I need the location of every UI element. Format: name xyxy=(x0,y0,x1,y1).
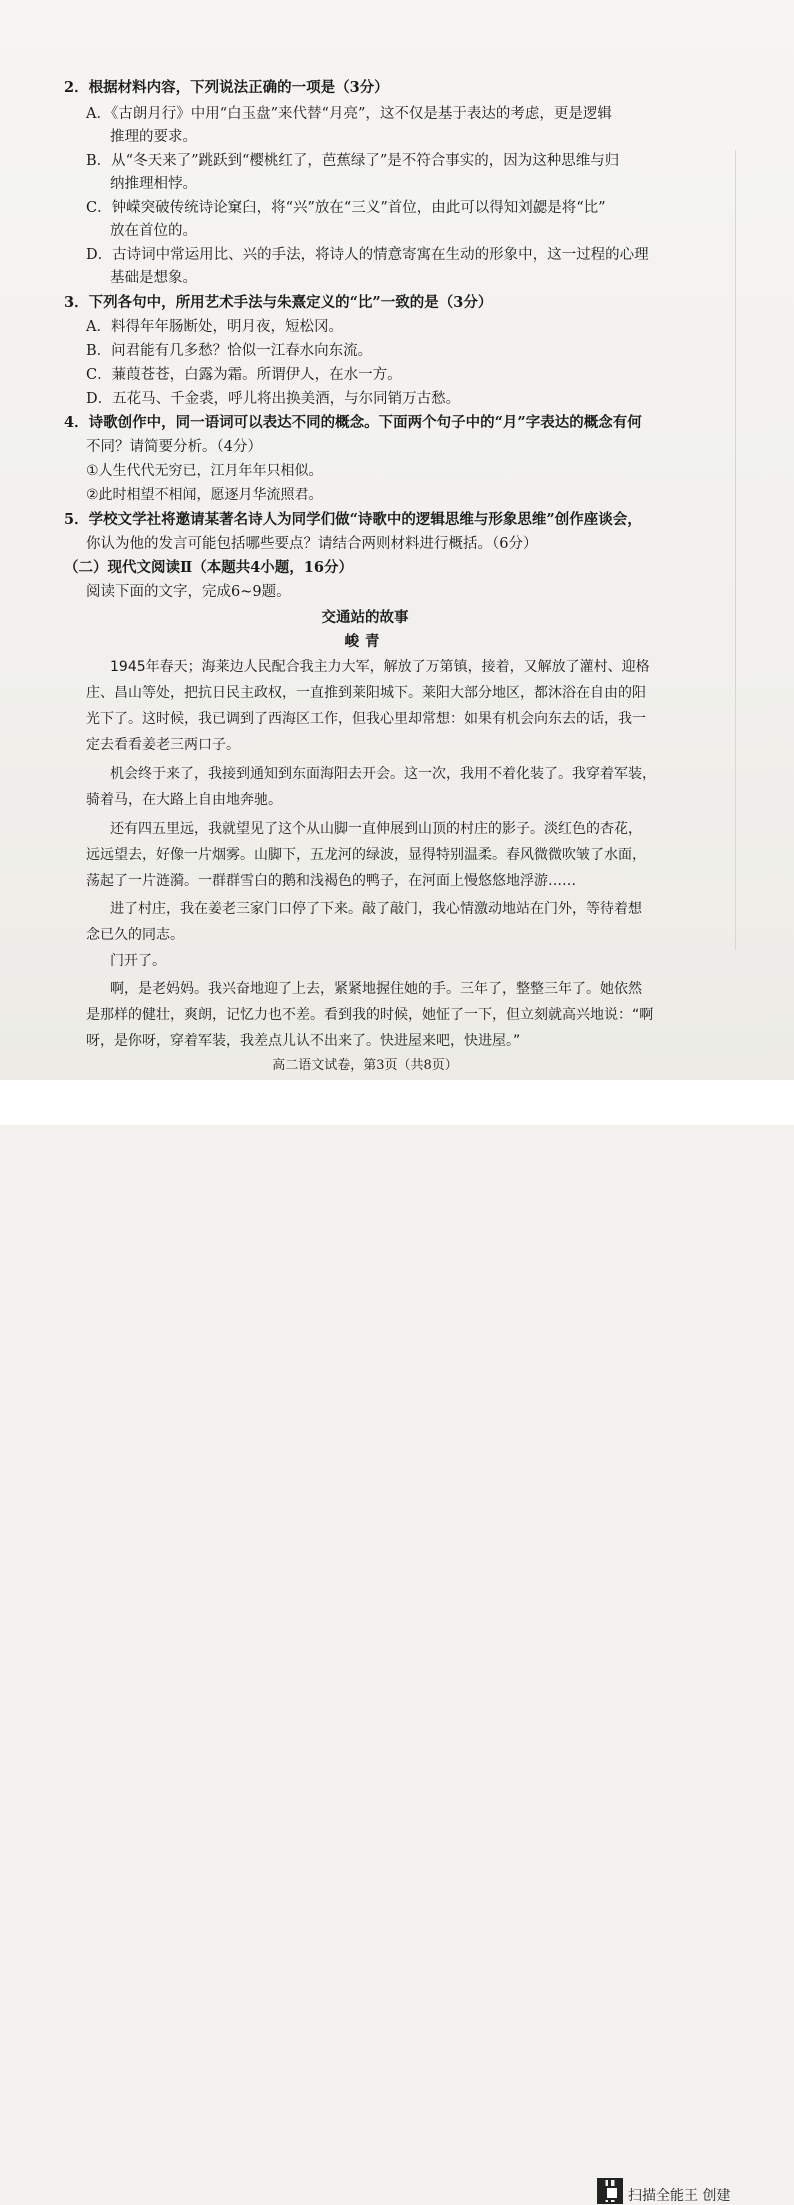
page-footer: 高二语文试卷，第3页（共8页） xyxy=(272,1058,458,1073)
q4-sentence-1: ①人生代代无穷已，江月年年只相似。 xyxy=(86,463,323,479)
q3-option-b: B．问君能有几多愁？恰似一江春水向东流。 xyxy=(86,343,373,359)
q3-option-d: D．五花马、千金裘，呼儿将出换美酒，与尔同销万古愁。 xyxy=(86,391,461,407)
q2-option-d-cont: 基础是想象。 xyxy=(110,270,197,286)
story-line: 远远望去，好像一片烟雾。山脚下，五龙河的绿波，显得特别温柔。春风微微吹皱了水面， xyxy=(86,847,646,863)
story-line: 门开了。 xyxy=(110,953,166,969)
question-2-stem: 2．根据材料内容，下列说法正确的一项是（3分） xyxy=(64,79,389,96)
q2-option-b: B．从“冬天来了”跳跃到“樱桃红了，芭蕉绿了”是不符合事实的，因为这种思维与归 xyxy=(86,153,620,169)
story-author: 峻青 xyxy=(344,633,386,650)
q2-option-d: D．古诗词中常运用比、兴的手法，将诗人的情意寄寓在生动的形象中，这一过程的心理 xyxy=(86,247,649,263)
q2-option-a-cont: 推理的要求。 xyxy=(110,129,197,145)
q2-option-a: A．《古朗月行》中用“白玉盘”来代替“月亮”，这不仅是基于表达的考虑，更是逻辑 xyxy=(86,106,612,122)
q4-sentence-2: ②此时相望不相闻，愿逐月华流照君。 xyxy=(86,487,323,503)
story-line: 进了村庄，我在姜老三家门口停了下来。敲了敲门，我心情激动地站在门外，等待着想 xyxy=(110,901,642,917)
question-5-stem: 5．学校文学社将邀请某著名诗人为同学们做“诗歌中的逻辑思维与形象思维”创作座谈会， xyxy=(64,511,642,528)
section-instruction: 阅读下面的文字，完成6~9题。 xyxy=(86,584,291,600)
story-line: 念已久的同志。 xyxy=(86,927,184,943)
q2-option-c: C．钟嵘突破传统诗论窠臼，将“兴”放在“三义”首位，由此可以得知刘勰是将“比” xyxy=(86,200,606,216)
q2-option-c-cont: 放在首位的。 xyxy=(110,223,197,239)
facing-page-bleed xyxy=(735,150,794,950)
story-line: 还有四五里远，我就望见了这个从山脚一直伸展到山顶的村庄的影子。淡红色的杏花， xyxy=(110,821,642,837)
question-4-stem: 4．诗歌创作中，同一语词可以表达不同的概念。下面两个句子中的“月”字表达的概念有何 xyxy=(64,414,642,431)
story-line: 骑着马，在大路上自由地奔驰。 xyxy=(86,792,282,808)
story-line: 呀，是你呀，穿着军装，我差点儿认不出来了。快进屋来吧，快进屋。” xyxy=(86,1033,521,1049)
section-heading: （二）现代文阅读Ⅱ（本题共4小题，16分） xyxy=(64,559,353,576)
q3-option-c: C．蒹葭苍苍，白露为霜。所谓伊人，在水一方。 xyxy=(86,367,402,383)
scanner-watermark-bar xyxy=(0,1080,794,2204)
story-line: 庄、昌山等处，把抗日民主政权，一直推到莱阳城下。莱阳大部分地区，都沐浴在自由的阳 xyxy=(86,685,646,701)
story-title: 交通站的故事 xyxy=(321,609,409,626)
exam-page xyxy=(0,0,794,1080)
question-4-stem-cont: 不同？请简要分析。（4分） xyxy=(86,439,262,455)
q3-option-a: A．料得年年肠断处，明月夜，短松冈。 xyxy=(86,319,343,335)
question-3-stem: 3．下列各句中，所用艺术手法与朱熹定义的“比”一致的是（3分） xyxy=(64,294,493,311)
story-line: 荡起了一片涟漪。一群群雪白的鹅和浅褐色的鸭子，在河面上慢悠悠地浮游…… xyxy=(86,873,576,889)
story-line: 是那样的健壮，爽朗，记忆力也不差。看到我的时候，她怔了一下，但立刻就高兴地说：“啊 xyxy=(86,1007,654,1023)
story-line: 机会终于来了，我接到通知到东面海阳去开会。这一次，我用不着化装了。我穿着军装， xyxy=(110,766,656,782)
qr-code-icon xyxy=(597,2178,623,2204)
question-5-stem-cont: 你认为他的发言可能包括哪些要点？请结合两则材料进行概括。（6分） xyxy=(86,536,538,552)
q2-option-b-cont: 纳推理相悖。 xyxy=(110,176,197,192)
story-line: 光下了。这时候，我已调到了西海区工作，但我心里却常想：如果有机会向东去的话，我一 xyxy=(86,711,646,727)
story-line: 1945年春天；海莱边人民配合我主力大军，解放了万第镇，接着，又解放了灌村、迎格 xyxy=(110,659,650,675)
story-line: 定去看看姜老三两口子。 xyxy=(86,737,240,753)
scanner-app-label: 扫描全能王 创建 xyxy=(628,2188,731,2204)
story-line: 啊，是老妈妈。我兴奋地迎了上去，紧紧地握住她的手。三年了，整整三年了。她依然 xyxy=(110,981,642,997)
